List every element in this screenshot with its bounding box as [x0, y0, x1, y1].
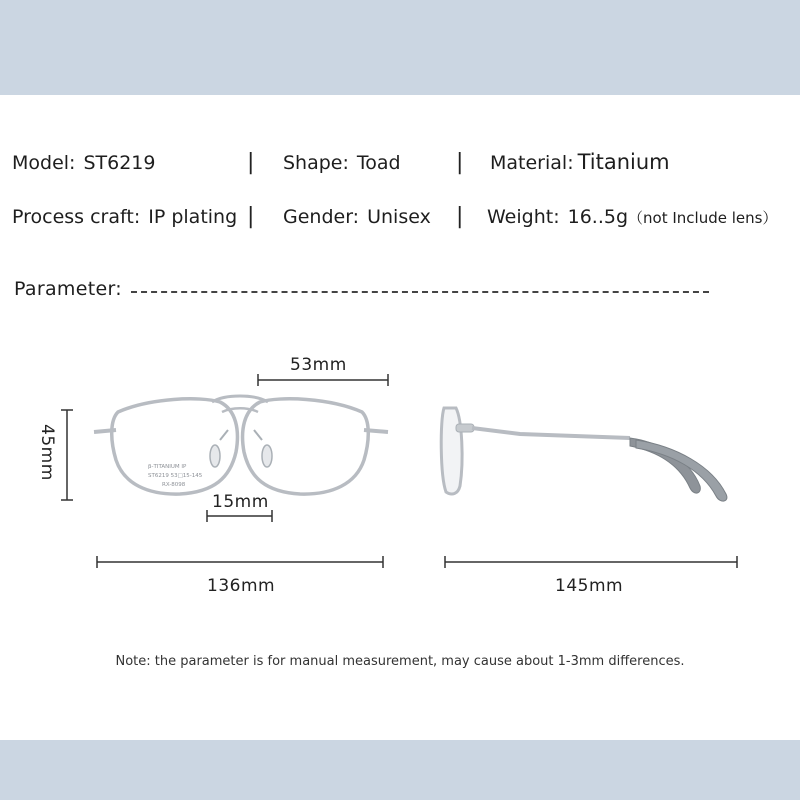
- measurement-note: Note: the parameter is for manual measurement, may cause about 1-3mm differences.: [115, 654, 685, 669]
- gender-label: Gender:: [283, 206, 360, 228]
- model-label: Model:: [12, 152, 76, 174]
- separator: |: [456, 204, 464, 229]
- lens-height-dimension-line: [61, 410, 73, 500]
- frame-width-label: 136mm: [207, 576, 276, 596]
- lens-width-dimension-line: [258, 374, 388, 386]
- separator: |: [247, 204, 255, 229]
- separator: |: [247, 150, 255, 175]
- temple-length-label: 145mm: [555, 576, 624, 596]
- shape-label: Shape:: [283, 152, 349, 174]
- material-value: Titanium: [577, 150, 670, 174]
- temple-length-dimension-line: [445, 556, 737, 568]
- glasses-front-view: [94, 396, 388, 494]
- material-label: Material:: [490, 152, 574, 174]
- process-value: IP plating: [148, 206, 238, 228]
- model-value: ST6219: [83, 152, 156, 174]
- parameter-label: Parameter:: [14, 278, 122, 300]
- shape-value: Toad: [356, 152, 401, 174]
- lens-print-line2: ST6219 53□15-145: [148, 473, 203, 479]
- lens-width-label: 53mm: [290, 355, 347, 375]
- weight-value: 16..5g: [567, 206, 629, 228]
- separator: |: [456, 150, 464, 175]
- lens-print-line3: RX-8098: [162, 482, 186, 488]
- glasses-side-view: [441, 408, 727, 501]
- gender-value: Unisex: [367, 206, 431, 228]
- weight-label: Weight:: [487, 206, 560, 228]
- frame-width-dimension-line: [97, 556, 383, 568]
- lens-height-label: 45mm: [37, 424, 57, 481]
- lens-print-line1: β-TITANIUM IP: [148, 464, 187, 470]
- weight-note: （not Include lens）: [628, 209, 778, 227]
- lens-print: [148, 464, 203, 488]
- process-label: Process craft:: [12, 206, 141, 228]
- bridge-label: 15mm: [212, 492, 269, 512]
